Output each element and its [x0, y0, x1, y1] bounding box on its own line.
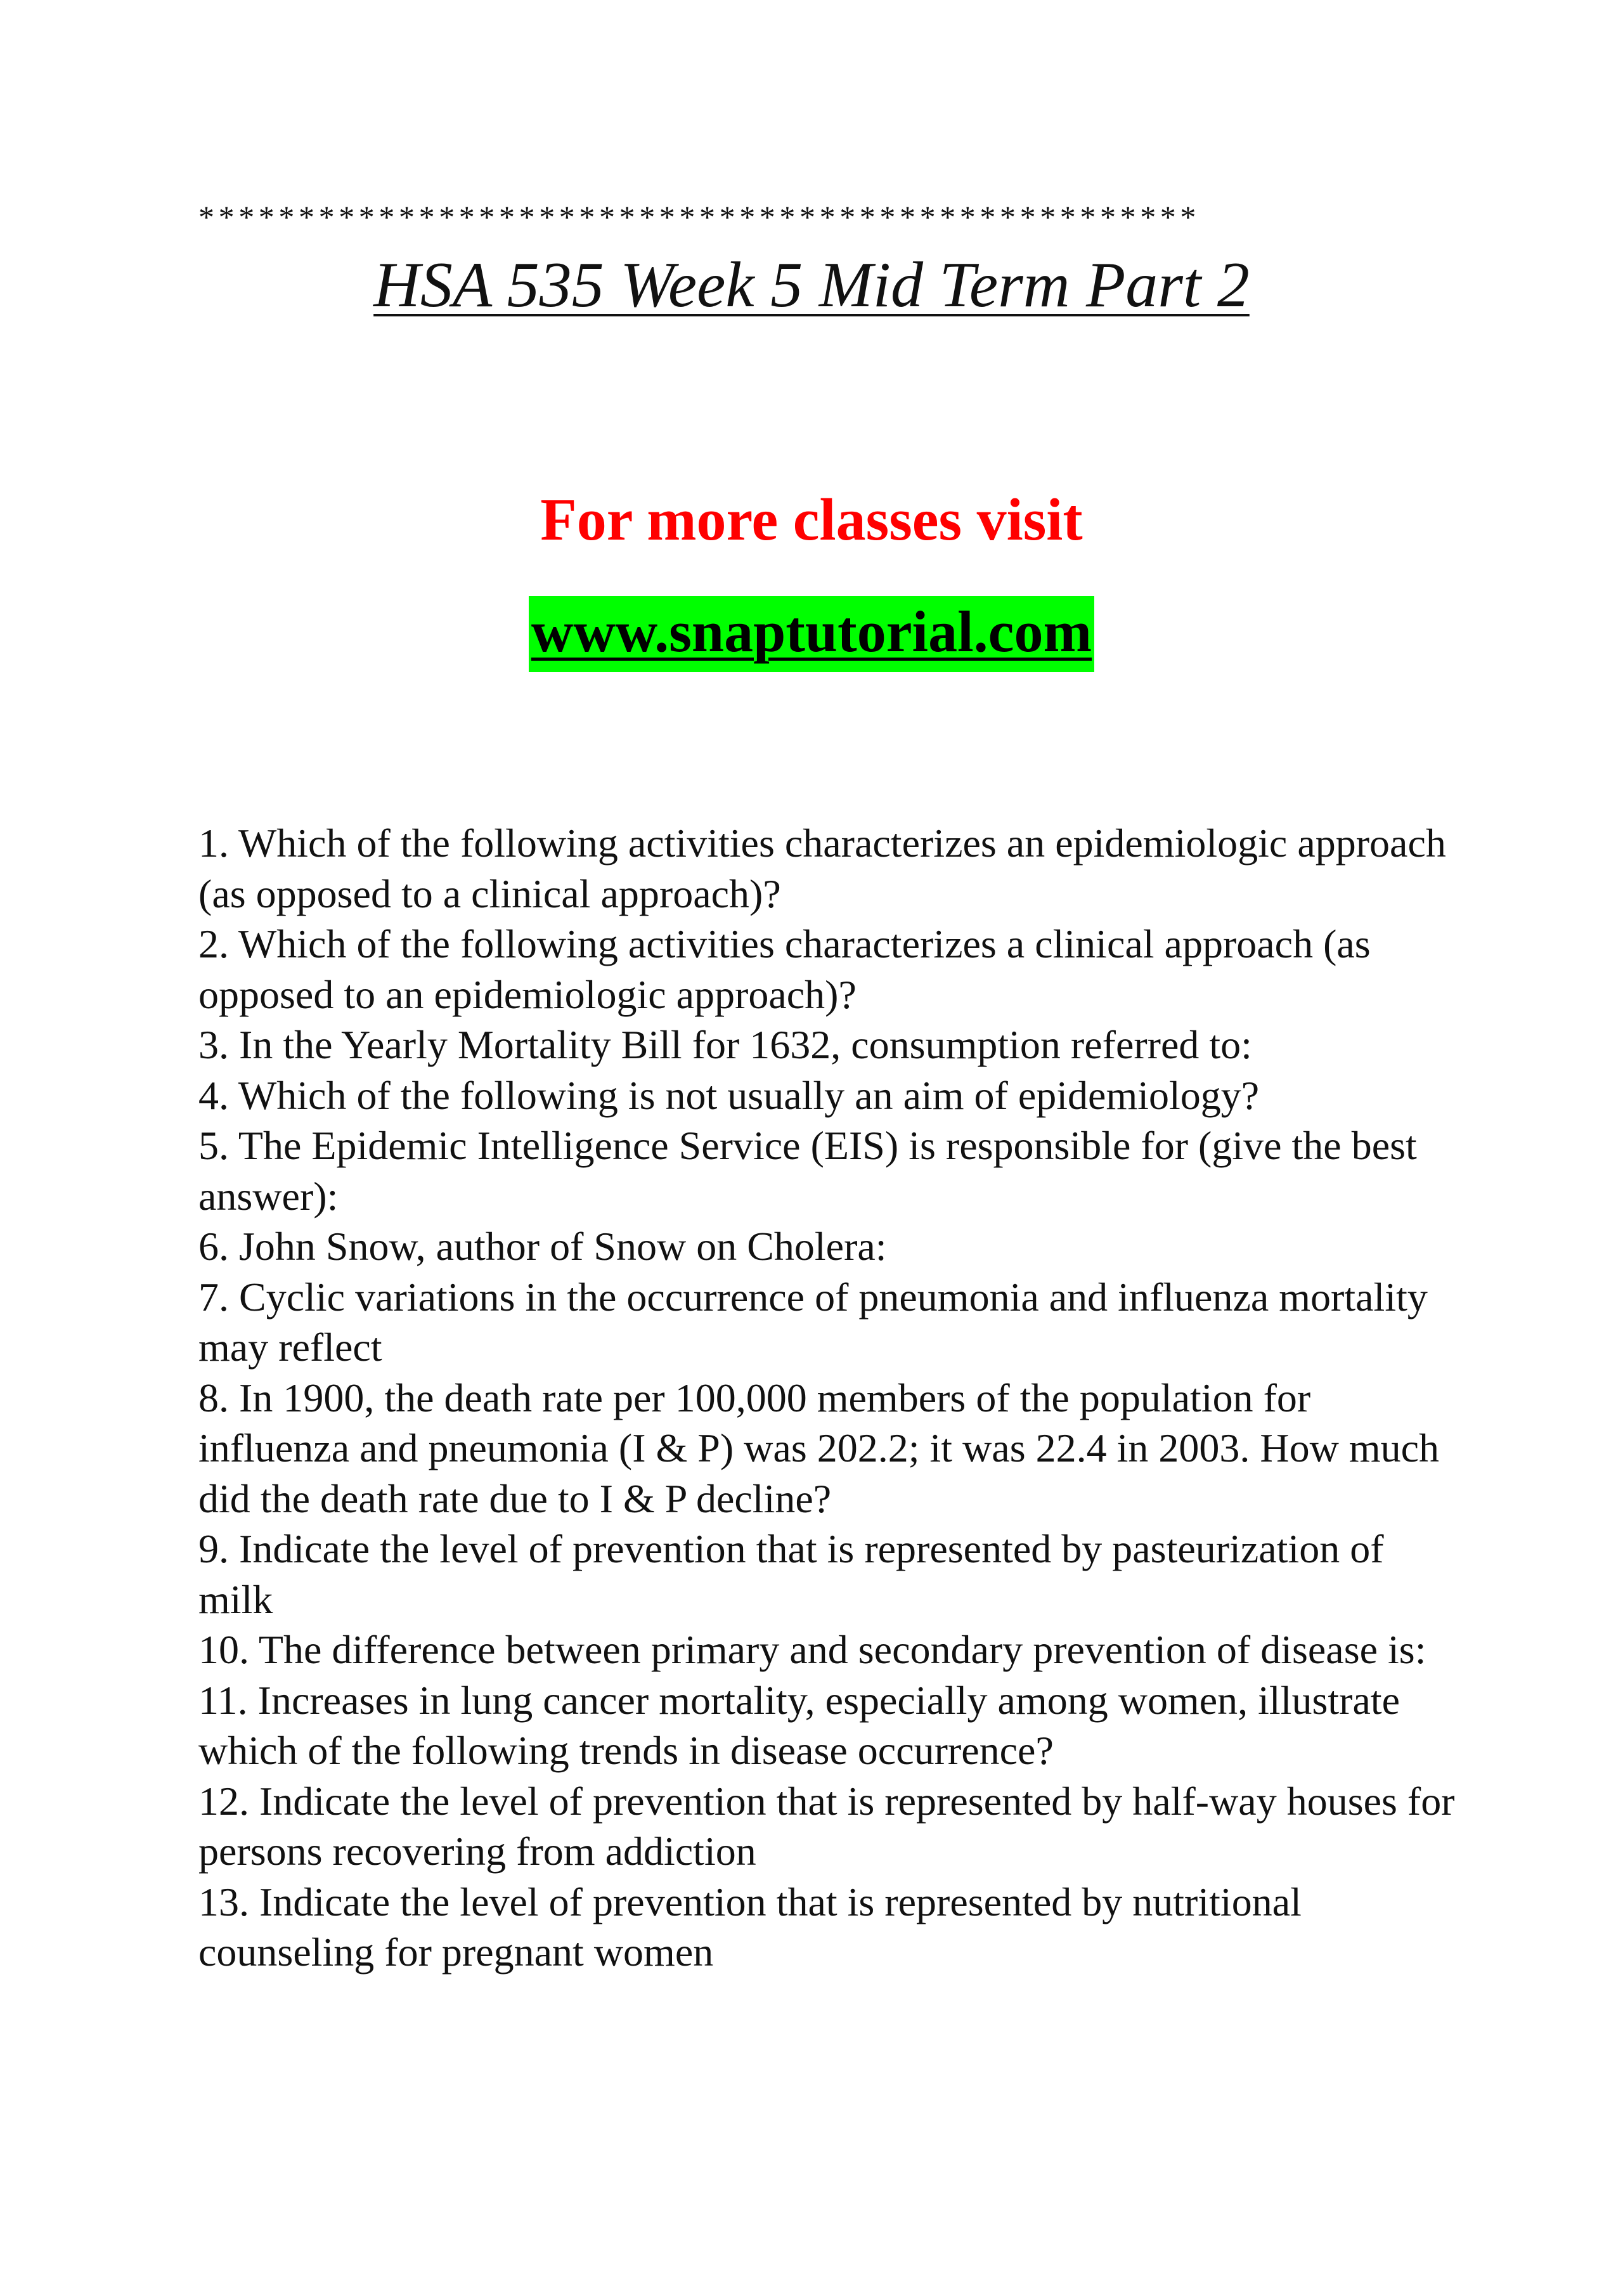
website-link-container	[0, 596, 1623, 672]
question-item: 8. In 1900, the death rate per 100,000 members of the population for influenza and pneumonia (I & P) was 202.2; it was 22.4 in 2003. How much did the death rate due to I & P decline?	[198, 1375, 1439, 1521]
question-item: 12. Indicate the level of prevention that is represented by half-way houses for persons recovering from addiction	[198, 1778, 1455, 1874]
star-separator: **************************************************	[198, 199, 1200, 235]
question-item: 7. Cyclic variations in the occurrence of pneumonia and influenza mortality may reflect	[198, 1274, 1428, 1370]
question-item: 1. Which of the following activities characterizes an epidemiologic approach (as opposed to a clinical approach)?	[198, 820, 1446, 916]
question-item: 3. In the Yearly Mortality Bill for 1632, consumption referred to:	[198, 1022, 1252, 1067]
question-item: 4. Which of the following is not usually an aim of epidemiology?	[198, 1072, 1260, 1118]
question-item: 13. Indicate the level of prevention that is represented by nutritional counseling for pregnant women	[198, 1879, 1302, 1975]
question-item: 11. Increases in lung cancer mortality, especially among women, illustrate which of the following trends in disease occurrence?	[198, 1677, 1400, 1773]
question-item: 9. Indicate the level of prevention that is represented by pasteurization of milk	[198, 1526, 1384, 1622]
question-item: 5. The Epidemic Intelligence Service (EIS) is responsible for (give the best answer):	[198, 1123, 1417, 1219]
website-link[interactable]: www.snaptutorial.com	[529, 596, 1094, 672]
question-item: 6. John Snow, author of Snow on Cholera:	[198, 1224, 887, 1269]
question-item: 10. The difference between primary and secondary prevention of disease is:	[198, 1627, 1426, 1672]
document-title: HSA 535 Week 5 Mid Term Part 2	[373, 249, 1250, 321]
promo-text: For more classes visit	[540, 487, 1083, 553]
question-item: 2. Which of the following activities characterizes a clinical approach (as opposed to an epidemiologic approach)?	[198, 921, 1371, 1017]
question-list	[198, 818, 1466, 1978]
